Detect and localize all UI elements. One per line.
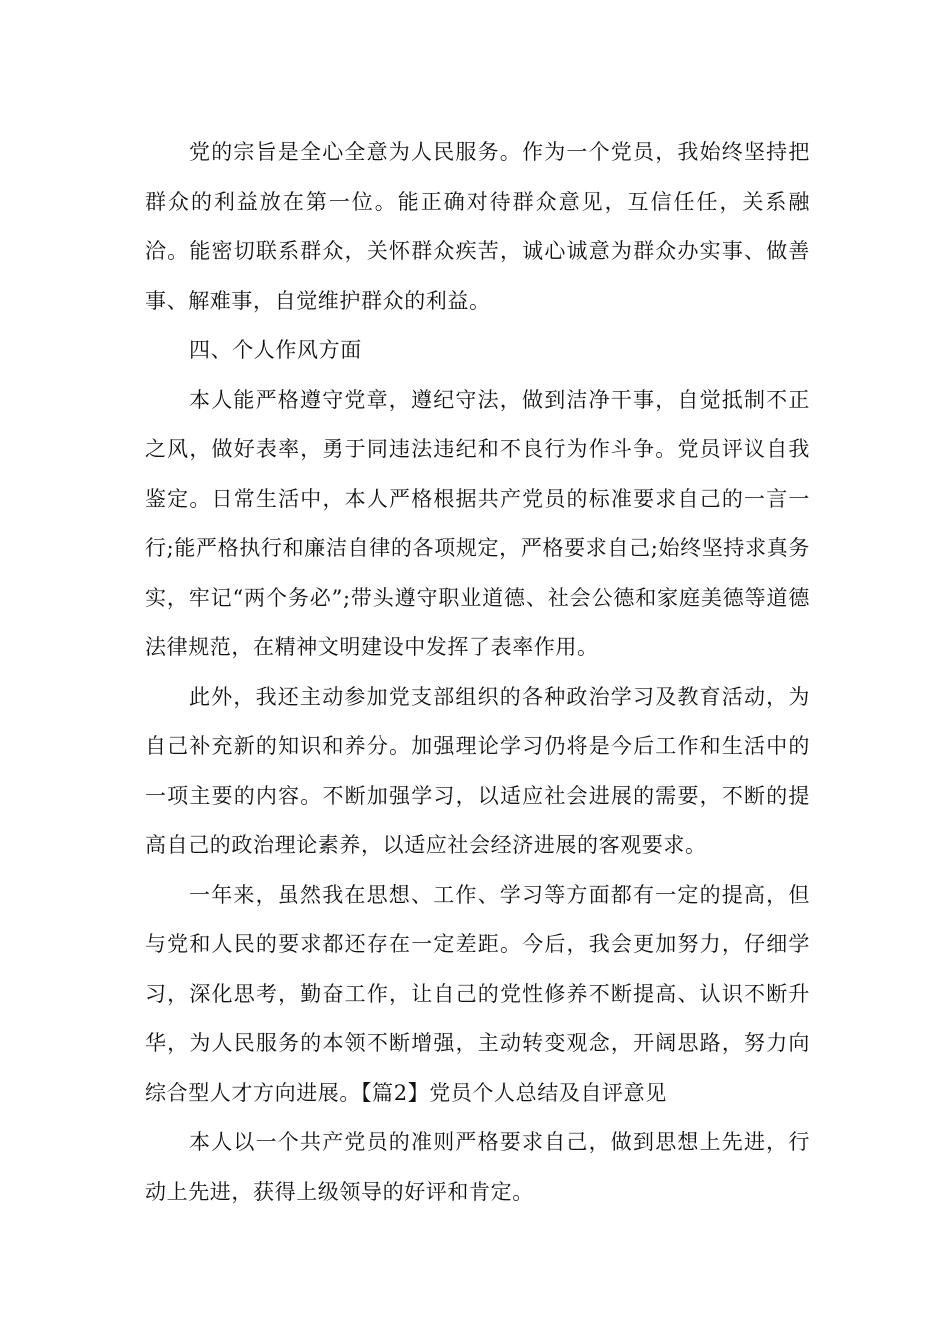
- paragraph-year-summary: 一年来，虽然我在思想、工作、学习等方面都有一定的提高，但与党和人民的要求都还存在一定差距。今后，我会更加努力，仔细学习，深化思考，勤奋工作，让自己的党性修养不断提高、认识不断升华，为人民服务的本领不断增强，主动转变观念，开阔思路，努力向综合型人才方向进展。【篇2】党员个人总结及自评意见: [145, 882, 810, 1105]
- paragraph-discipline: 本人能严格遵守党章，遵纪守法，做到洁净干事，自觉抵制不正之风，做好表率，勇于同违法违纪和不良行为作斗争。党员评议自我鉴定。日常生活中，本人严格根据共产党员的标准要求自己的一言一行;能严格执行和廉洁自律的各项规定，严格要求自己;始终坚持求真务实，牢记“两个务必”;带头遵守职业道德、社会公德和家庭美德等道德法律规范，在精神文明建设中发挥了表率作用。: [145, 387, 810, 659]
- paragraph-study: 此外，我还主动参加党支部组织的各种政治学习及教育活动，为自己补充新的知识和养分。加强理论学习仍将是今后工作和生活中的一项主要的内容。不断加强学习，以适应社会进展的需要，不断的提高自己的政治理论素养，以适应社会经济进展的客观要求。: [145, 684, 810, 857]
- paragraph-service-purpose: 党的宗旨是全心全意为人民服务。作为一个党员，我始终坚持把群众的利益放在第一位。能正确对待群众意见，互信任任，关系融洽。能密切联系群众，关怀群众疾苦，诚心诚意为群众办实事、做善事、解难事，自觉维护群众的利益。: [145, 140, 810, 313]
- section-heading-personal-style: 四、个人作风方面: [189, 338, 362, 362]
- document-body: [145, 128, 810, 1217]
- paragraph-self-requirement: 本人以一个共产党员的准则严格要求自己，做到思想上先进，行动上先进，获得上级领导的好评和肯定。: [145, 1130, 810, 1204]
